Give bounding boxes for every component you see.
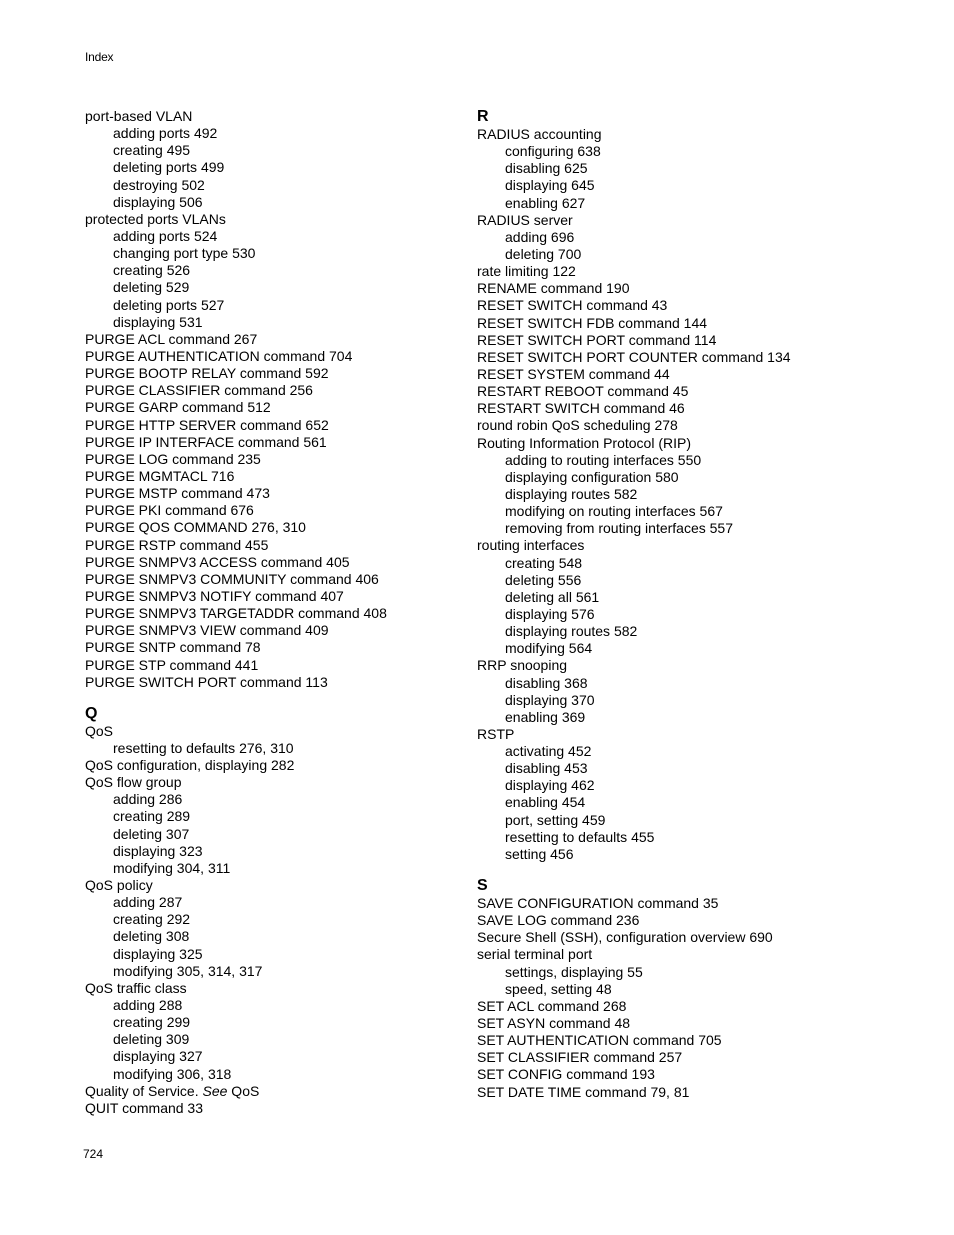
index-subentry: modifying on routing interfaces 567 xyxy=(505,503,723,520)
index-subentry: displaying 506 xyxy=(113,193,203,210)
index-entry: RRP snooping xyxy=(477,657,568,674)
index-entry: SET CLASSIFIER command 257 xyxy=(477,1049,683,1066)
index-subentry: resetting to defaults 276, 310 xyxy=(113,739,294,756)
index-entry: RENAME command 190 xyxy=(477,280,630,297)
index-subentry: speed, setting 48 xyxy=(505,980,612,997)
index-entry: protected ports VLANs xyxy=(85,210,226,227)
index-entry: PURGE GARP command 512 xyxy=(85,399,271,416)
index-subentry: port, setting 459 xyxy=(505,811,606,828)
index-subentry: enabling 627 xyxy=(505,194,586,211)
index-entry: serial terminal port xyxy=(477,946,593,963)
index-subentry: activating 452 xyxy=(505,743,592,760)
index-subentry: displaying configuration 580 xyxy=(505,468,679,485)
index-column-right xyxy=(477,108,877,1101)
index-entry: QoS traffic class xyxy=(85,979,187,996)
index-subentry: creating 289 xyxy=(113,808,191,825)
index-entry: PURGE QOS COMMAND 276, 310 xyxy=(85,519,306,536)
index-subentry: creating 526 xyxy=(113,262,191,279)
index-entry: PURGE SNMPV3 NOTIFY command 407 xyxy=(85,587,344,604)
index-section-letter: R xyxy=(477,108,489,125)
index-entry: RADIUS accounting xyxy=(477,126,602,142)
index-entry: PURGE AUTHENTICATION command 704 xyxy=(85,347,353,364)
index-subentry: setting 456 xyxy=(505,845,574,862)
index-entry: QoS configuration, displaying 282 xyxy=(85,757,295,774)
index-column-left xyxy=(85,108,465,1117)
index-entry: PURGE SWITCH PORT command 113 xyxy=(85,673,328,690)
index-entry: QoS policy xyxy=(85,877,153,894)
index-subentry: modifying 304, 311 xyxy=(113,859,231,876)
index-subentry: adding ports 492 xyxy=(113,125,218,142)
index-entry: Routing Information Protocol (RIP) xyxy=(477,434,691,451)
index-subentry: adding ports 524 xyxy=(113,227,218,244)
index-entry: SET CONFIG command 193 xyxy=(477,1066,655,1083)
index-subentry: adding 288 xyxy=(113,997,183,1014)
index-subentry: settings, displaying 55 xyxy=(505,963,643,980)
index-entry: SET AUTHENTICATION command 705 xyxy=(477,1032,722,1049)
index-subentry: displaying routes 582 xyxy=(505,623,638,640)
index-subentry: deleting 700 xyxy=(505,245,582,262)
index-entry: SET DATE TIME command 79, 81 xyxy=(477,1083,690,1100)
see-label: See xyxy=(202,1082,228,1099)
index-subentry: removing from routing interfaces 557 xyxy=(505,520,733,537)
index-subentry: deleting 307 xyxy=(113,825,190,842)
index-entry: PURGE ACL command 267 xyxy=(85,330,258,347)
index-entry: PURGE RSTP command 455 xyxy=(85,536,269,553)
index-entry: PURGE IP INTERFACE command 561 xyxy=(85,433,327,450)
index-entry: PURGE LOG command 235 xyxy=(85,450,261,467)
index-entry: port-based VLAN xyxy=(85,108,193,124)
running-head: Index xyxy=(85,50,114,64)
index-entry-cross-reference xyxy=(85,1083,465,1100)
index-subentry: destroying 502 xyxy=(113,176,205,193)
index-subentry: deleting 309 xyxy=(113,1031,190,1048)
index-subentry: displaying 462 xyxy=(505,777,595,794)
index-entry: PURGE CLASSIFIER command 256 xyxy=(85,382,313,399)
index-entry: round robin QoS scheduling 278 xyxy=(477,417,678,434)
index-subentry: adding 286 xyxy=(113,791,183,808)
index-entry: RESET SWITCH command 43 xyxy=(477,297,668,314)
index-entry: rate limiting 122 xyxy=(477,263,576,280)
index-subentry: displaying 370 xyxy=(505,691,595,708)
index-subentry: deleting 308 xyxy=(113,928,190,945)
index-subentry: creating 548 xyxy=(505,554,583,571)
index-entry: QoS flow group xyxy=(85,774,182,791)
index-entry: PURGE SNMPV3 ACCESS command 405 xyxy=(85,553,350,570)
index-entry: PURGE STP command 441 xyxy=(85,656,259,673)
index-subentry: changing port type 530 xyxy=(113,245,256,262)
index-subentry: disabling 368 xyxy=(505,674,588,691)
index-entry: RESTART REBOOT command 45 xyxy=(477,383,689,400)
index-entry: Secure Shell (SSH), configuration overview 690 xyxy=(477,929,773,946)
index-subentry: deleting all 561 xyxy=(505,588,600,605)
index-entry: routing interfaces xyxy=(477,537,585,554)
index-entry: PURGE SNMPV3 TARGETADDR command 408 xyxy=(85,605,387,622)
index-entry: PURGE MGMTACL 716 xyxy=(85,467,235,484)
index-section-letter: S xyxy=(477,877,488,895)
index-entry: RESTART SWITCH command 46 xyxy=(477,400,685,417)
index-subentry: displaying 576 xyxy=(505,605,595,622)
page-number: 724 xyxy=(83,1147,104,1161)
index-subentry: displaying 645 xyxy=(505,177,595,194)
index-subentry: modifying 305, 314, 317 xyxy=(113,962,263,979)
index-entry: SET ASYN command 48 xyxy=(477,1015,631,1032)
index-subentry: displaying 327 xyxy=(113,1048,203,1065)
index-entry: PURGE BOOTP RELAY command 592 xyxy=(85,365,329,382)
index-entry: PURGE PKI command 676 xyxy=(85,502,254,519)
index-entry: RADIUS server xyxy=(477,211,573,228)
index-subentry: displaying routes 582 xyxy=(505,485,638,502)
index-subentry: disabling 625 xyxy=(505,160,588,177)
index-subentry: displaying 325 xyxy=(113,945,203,962)
index-subentry: adding 287 xyxy=(113,894,183,911)
index-entry: QoS xyxy=(85,722,114,739)
index-entry: PURGE SNMPV3 VIEW command 409 xyxy=(85,622,329,639)
index-subentry: adding 696 xyxy=(505,228,575,245)
index-entry: RESET SWITCH PORT command 114 xyxy=(477,331,717,348)
index-subentry: adding to routing interfaces 550 xyxy=(505,451,702,468)
index-entry: SET ACL command 268 xyxy=(477,997,627,1014)
index-subentry: deleting 556 xyxy=(505,571,582,588)
index-subentry: creating 495 xyxy=(113,142,191,159)
index-subentry: enabling 369 xyxy=(505,708,586,725)
index-entry: RESET SYSTEM command 44 xyxy=(477,365,670,382)
index-subentry: deleting ports 527 xyxy=(113,296,225,313)
index-subentry: displaying 323 xyxy=(113,842,203,859)
index-subentry: displaying 531 xyxy=(113,313,203,330)
index-entry: RSTP xyxy=(477,725,515,742)
index-subentry: resetting to defaults 455 xyxy=(505,828,655,845)
index-subentry: deleting 529 xyxy=(113,279,190,296)
index-entry: SAVE LOG command 236 xyxy=(477,912,640,929)
index-entry: QUIT command 33 xyxy=(85,1099,204,1116)
index-subentry: creating 299 xyxy=(113,1014,191,1031)
index-entry: SAVE CONFIGURATION command 35 xyxy=(477,895,719,912)
index-entry: RESET SWITCH FDB command 144 xyxy=(477,314,708,331)
index-entry: PURGE SNTP command 78 xyxy=(85,639,261,656)
index-entry: PURGE HTTP SERVER command 652 xyxy=(85,416,329,433)
index-subentry: deleting ports 499 xyxy=(113,159,225,176)
index-subentry: modifying 306, 318 xyxy=(113,1065,232,1082)
index-subentry: disabling 453 xyxy=(505,760,588,777)
index-subentry: creating 292 xyxy=(113,911,191,928)
index-entry: PURGE MSTP command 473 xyxy=(85,485,270,502)
see-target: QoS xyxy=(227,1082,260,1099)
index-section-letter: Q xyxy=(85,704,98,722)
index-subentry: enabling 454 xyxy=(505,794,586,811)
index-subentry: modifying 564 xyxy=(505,640,593,657)
index-entry: PURGE SNMPV3 COMMUNITY command 406 xyxy=(85,570,379,587)
index-entry: RESET SWITCH PORT COUNTER command 134 xyxy=(477,348,791,365)
index-subentry: configuring 638 xyxy=(505,143,601,160)
entry-term: Quality of Service. xyxy=(85,1082,203,1099)
